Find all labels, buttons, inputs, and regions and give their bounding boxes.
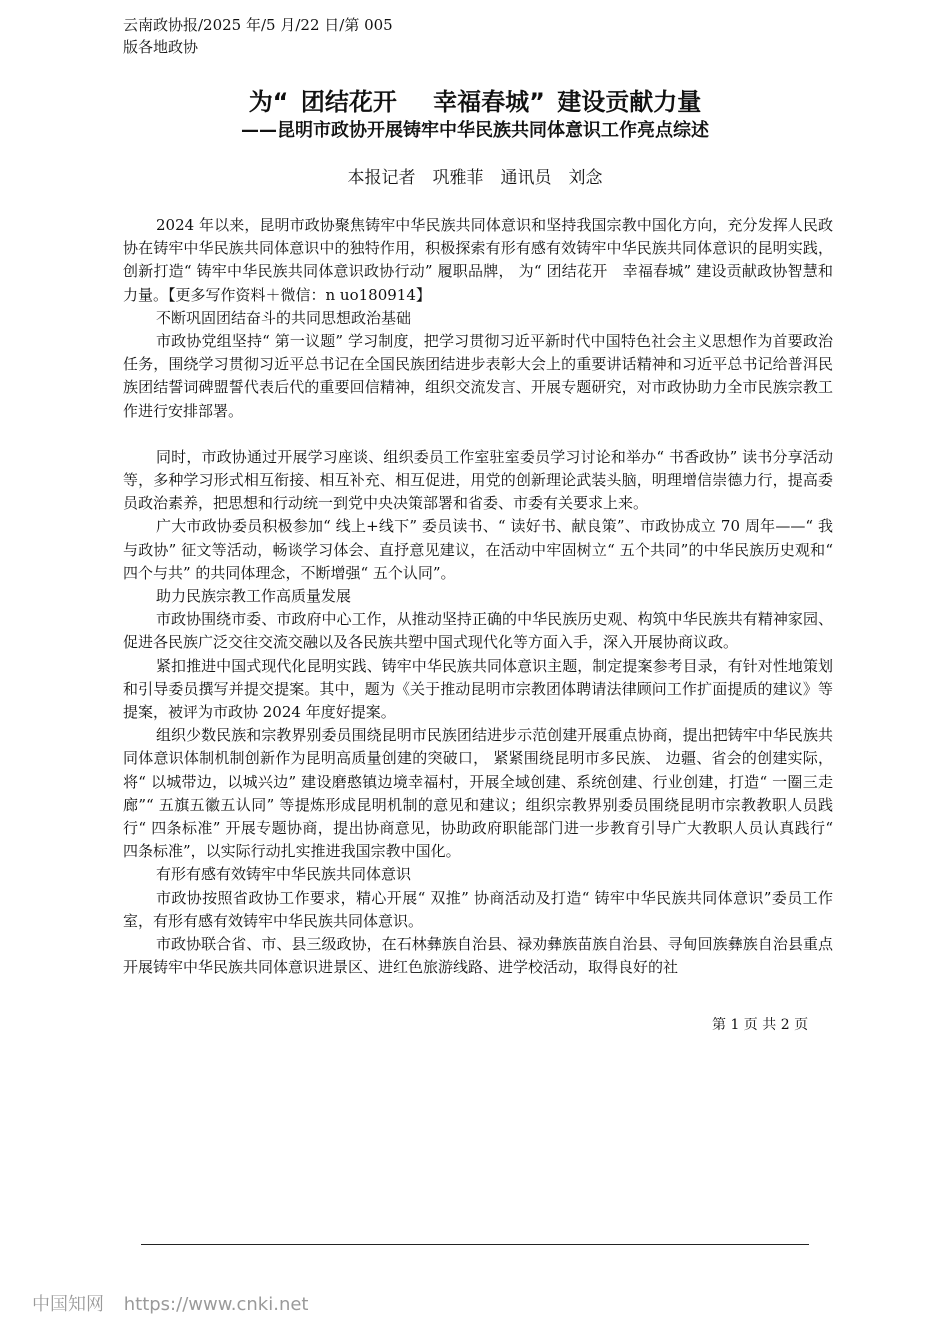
source-line: 云南政协报/2025 年/5 月/22 日/第 005 xyxy=(123,16,393,34)
section-heading: 有形有感有效铸牢中华民族共同体意识 xyxy=(156,865,412,884)
byline: 本报记者 巩雅菲 通讯员 刘念 xyxy=(347,168,603,188)
section-label: 版各地政协 xyxy=(123,38,199,56)
watermark-brand: 中国知网 xyxy=(32,1294,104,1315)
page-number: 第 1 页 共 2 页 xyxy=(712,1017,809,1033)
footer-divider xyxy=(141,1244,809,1245)
article-title: 为“ 团结花开 幸福春城” 建设贡献力量 xyxy=(248,88,702,116)
article-title-block xyxy=(0,86,950,144)
paragraph: 市政协围绕市委、市政府中心工作，从推动坚持正确的中华民族历史观、构筑中华民族共有精神家园、促进各民族广泛交往交流交融以及各民族共塑中国式现代化等方面入手，深入开展协商议政。 xyxy=(123,610,833,652)
paragraph: 同时，市政协通过开展学习座谈、组织委员工作室驻室委员学习讨论和举办“ 书香政协” 读书分享活动等，多种学习形式相互衔接、相互补充、相互促进，用党的创新理论武装头脑，明理增信崇德力行，提高委员政治素养，把思想和行动统一到党中央决策部署和省委、市委有关要求上来。 xyxy=(123,447,833,513)
cnki-watermark xyxy=(32,1293,322,1317)
publication-header xyxy=(123,14,393,58)
article-body xyxy=(123,214,833,980)
section-heading: 助力民族宗教工作高质量发展 xyxy=(156,587,352,606)
paragraph: 市政协按照省政协工作要求，精心开展“ 双推” 协商活动及打造“ 铸牢中华民族共同体意识”委员工作室，有形有感有效铸牢中华民族共同体意识。 xyxy=(123,888,833,930)
section-heading: 不断巩固团结奋斗的共同思想政治基础 xyxy=(156,308,412,327)
paragraph: 紧扣推进中国式现代化昆明实践、铸牢中华民族共同体意识主题，制定提案参考目录，有针对性地策划和引导委员撰写并提交提案。其中，题为《关于推动昆明市宗教团体聘请法律顾问工作扩面提质的建议》等提案，被评为市政协 2024 年度好提案。 xyxy=(123,656,833,722)
watermark-url: https://www.cnki.net xyxy=(123,1294,309,1315)
article-subtitle: ——昆明市政协开展铸牢中华民族共同体意识工作亮点综述 xyxy=(241,120,709,141)
paragraph: 广大市政协委员积极参加“ 线上+线下” 委员读书、“ 读好书、献良策”、市政协成立 70 周年——“ 我与政协” 征文等活动，畅谈学习体会、直抒意见建议，在活动中牢固树立“ 五个共同”的中华民族历史观和“ 四个与共” 的共同体理念，不断增强“ 五个认同”。 xyxy=(123,517,833,582)
paragraph: 市政协党组坚持“ 第一议题” 学习制度，把学习贯彻习近平新时代中国特色社会主义思想作为首要政治任务，围绕学习贯彻习近平总书记在全国民族团结进步表彰大会上的重要讲话精神和习近平总书记给普洱民族团结誓词碑盟誓代表后代的重要回信精神，组织交流发言、开展专题研究，对市政协助力全市民族宗教工作进行安排部署。 xyxy=(123,332,833,420)
paragraph: 组织少数民族和宗教界别委员围绕昆明市民族团结进步示范创建开展重点协商，提出把铸牢中华民族共同体意识体制机制创新作为昆明高质量创建的突破口， 紧紧围绕昆明市多民族、 边疆、省会的创建实际，将“ 以城带边，以城兴边” 建设磨憨镇边境幸福村，开展全域创建、系统创建、行业创建，打造“ 一圈三走廊”“ 五旗五徽五认同” 等提炼形成昆明机制的意见和建议；组织宗教界别委员围绕昆明市宗教教职人员践行“ 四条标准” 开展专题协商，提出协商意见，协助政府职能部门进一步教育引导广大教职人员认真践行“ 四条标准”，以实际行动扎实推进我国宗教中国化。 xyxy=(123,726,833,861)
paragraph: 2024 年以来，昆明市政协聚焦铸牢中华民族共同体意识和坚持我国宗教中国化方向，充分发挥人民政协在铸牢中华民族共同体意识中的独特作用，积极探索有形有感有效铸牢中华民族共同体意识的昆明实践， 创新打造“ 铸牢中华民族共同体意识政协行动” 履职品牌， 为“ 团结花开 幸福春城” 建设贡献政协智慧和力量。【更多写作资料＋微信：n uo180914】 xyxy=(123,216,833,304)
paragraph: 市政协联合省、市、县三级政协，在石林彝族自治县、禄劝彝族苗族自治县、寻甸回族彝族自治县重点开展铸牢中华民族共同体意识进景区、进红色旅游线路、进学校活动，取得良好的社 xyxy=(123,935,833,977)
